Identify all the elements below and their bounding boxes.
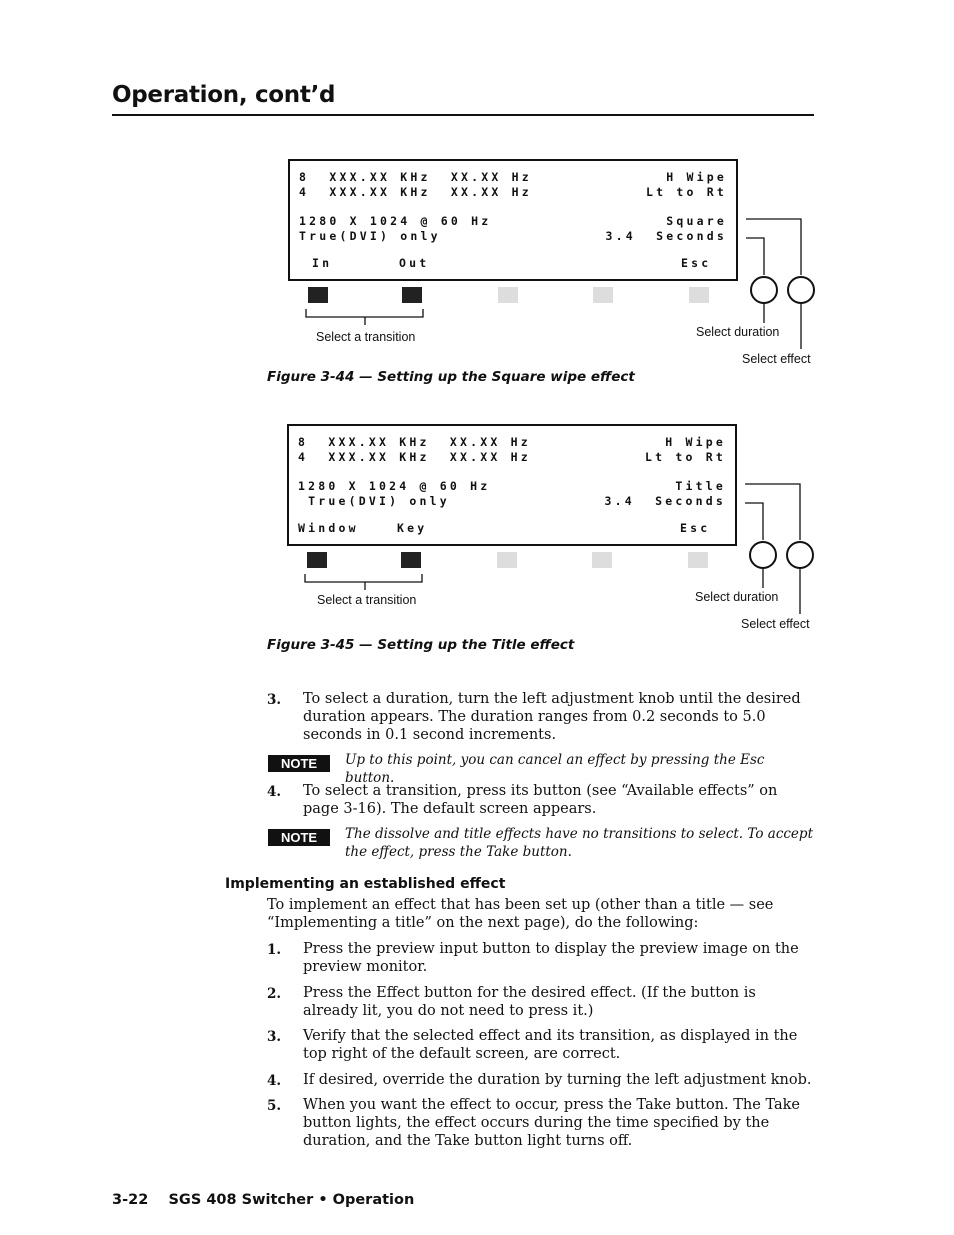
label-select-transition: Select a transition bbox=[317, 593, 417, 607]
label-select-transition: Select a transition bbox=[316, 330, 416, 344]
lcd-row3-left: 1280 X 1024 @ 60 Hz bbox=[298, 479, 491, 493]
label-select-duration: Select duration bbox=[695, 590, 779, 604]
lcd-row1-left: 8 XXX.XX KHz XX.XX Hz bbox=[298, 435, 531, 449]
figure-caption-3-44: Figure 3-44 — Setting up the Square wipe effect bbox=[267, 369, 635, 385]
section-intro: To implement an effect that has been set up (other than a title — see “Implementing a title” on the next page), do the following: bbox=[267, 897, 774, 931]
lcd-softkey-3: Esc bbox=[681, 256, 712, 270]
label-select-effect: Select effect bbox=[742, 352, 811, 366]
lcd-row3-right: Square bbox=[666, 214, 727, 228]
step-number: 1. bbox=[267, 942, 282, 958]
step-text: To select a duration, turn the left adjustment knob until the desired duration appears. The duration ranges from 0.2 seconds to 5.0 seconds in 0.1 second increments. bbox=[303, 691, 801, 743]
note-badge: NOTE bbox=[268, 755, 330, 772]
lcd-row4-left: True(DVI) only bbox=[299, 229, 441, 243]
step-number: 3. bbox=[267, 692, 282, 708]
lcd-row4-left: True(DVI) only bbox=[298, 494, 450, 508]
step-number: 4. bbox=[267, 1073, 282, 1089]
lcd-row3-right: Title bbox=[675, 479, 726, 493]
lcd-row1-left: 8 XXX.XX KHz XX.XX Hz bbox=[299, 170, 532, 184]
lcd-softkey-1: In bbox=[312, 256, 333, 270]
section-heading: Implementing an established effect bbox=[225, 876, 506, 892]
lcd-row2-left: 4 XXX.XX KHz XX.XX Hz bbox=[299, 185, 532, 199]
lcd-softkey-3: Esc bbox=[680, 521, 711, 535]
lcd-row4-right: 3.4 Seconds bbox=[605, 229, 727, 243]
label-select-duration: Select duration bbox=[696, 325, 780, 339]
step-number: 3. bbox=[267, 1029, 282, 1045]
step-text: If desired, override the duration by turning the left adjustment knob. bbox=[303, 1072, 812, 1088]
lcd-softkey-1: Window bbox=[298, 521, 359, 535]
figure-3-44 bbox=[250, 159, 850, 369]
step-text: Press the Effect button for the desired effect. (If the button is already lit, you do not need to press it.) bbox=[303, 985, 756, 1019]
note-badge: NOTE bbox=[268, 829, 330, 846]
lcd-row4-right: 3.4 Seconds bbox=[604, 494, 726, 508]
step-text: To select a transition, press its button (see “Available effects” on page 3-16). The default screen appears. bbox=[303, 783, 778, 817]
lcd-row2-left: 4 XXX.XX KHz XX.XX Hz bbox=[298, 450, 531, 464]
lcd-row1-right: H Wipe bbox=[666, 170, 727, 184]
lcd-row2-right: Lt to Rt bbox=[645, 450, 726, 464]
step-text: Press the preview input button to display the preview image on the preview monitor. bbox=[303, 941, 799, 975]
page-footer: 3-22 SGS 408 Switcher • Operation bbox=[112, 1192, 415, 1208]
label-select-effect: Select effect bbox=[741, 617, 810, 631]
step-text: When you want the effect to occur, press the Take button. The Take button lights, the effect occurs during the time specified by the duration, and the Take button light turns off. bbox=[303, 1097, 801, 1149]
step-number: 2. bbox=[267, 986, 282, 1002]
note-text: Up to this point, you can cancel an effect by pressing the Esc button. bbox=[345, 752, 765, 786]
lcd-row3-left: 1280 X 1024 @ 60 Hz bbox=[299, 214, 492, 228]
step-text: Verify that the selected effect and its transition, as displayed in the top right of the default screen, are correct. bbox=[303, 1028, 798, 1062]
step-number: 5. bbox=[267, 1098, 282, 1114]
header-rule bbox=[112, 114, 814, 116]
figure-3-45 bbox=[250, 424, 850, 634]
lcd-softkey-2: Key bbox=[397, 521, 428, 535]
lcd-row2-right: Lt to Rt bbox=[646, 185, 727, 199]
page-title: Operation, cont’d bbox=[112, 82, 336, 108]
step-number: 4. bbox=[267, 784, 282, 800]
figure-caption-3-45: Figure 3-45 — Setting up the Title effect bbox=[267, 637, 575, 653]
note-text: The dissolve and title effects have no transitions to select. To accept the effect, press the Take button. bbox=[345, 826, 813, 860]
lcd-softkey-2: Out bbox=[399, 256, 430, 270]
lcd-row1-right: H Wipe bbox=[665, 435, 726, 449]
